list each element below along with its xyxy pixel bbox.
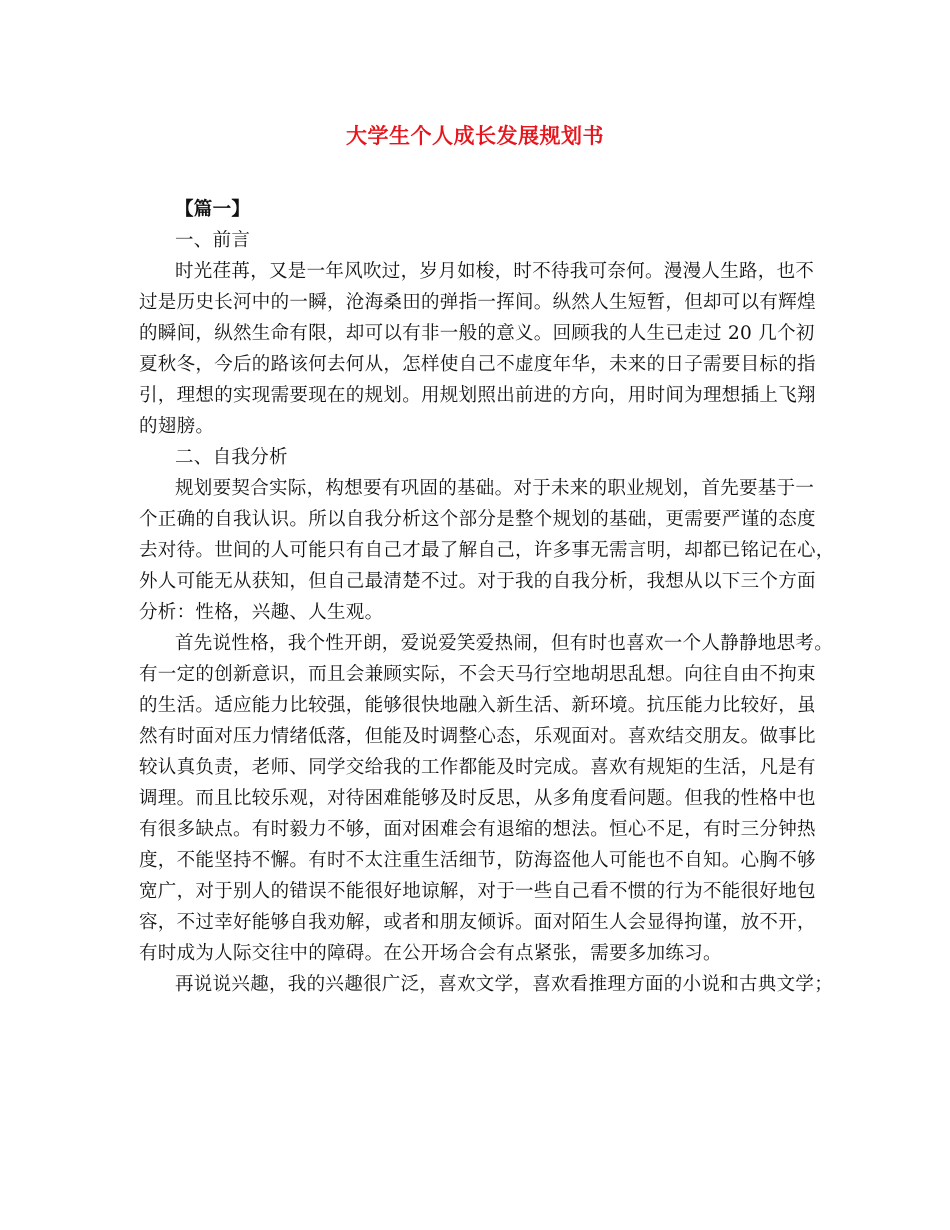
paragraph-line: 较认真负责，老师、同学交给我的工作都能及时完成。喜欢有规矩的生活，凡是有 [139,757,816,778]
paragraph-preface [139,256,829,442]
paragraph-line: 的瞬间，纵然生命有限，却可以有非一般的意义。回顾我的人生已走过 20 几个初 [139,323,815,344]
paragraph-self-analysis [139,473,835,628]
paragraph-line: 有一定的创新意识，而且会兼顾实际，不会天马行空地胡思乱想。向往自由不拘束 [139,664,816,685]
paragraph-line: 再说说兴趣，我的兴趣很广泛，喜欢文学，喜欢看推理方面的小说和古典文学； [175,974,834,995]
paragraph-line: 调理。而且比较乐观，对待困难能够及时反思，从多角度看问题。但我的性格中也 [139,788,816,809]
paragraph-line: 宽广，对于别人的错误不能很好地谅解，对于一些自己看不惯的行为不能很好地包 [139,881,816,902]
document-body [139,194,835,1000]
paragraph-line: 有很多缺点。有时毅力不够，面对困难会有退缩的想法。恒心不足，有时三分钟热 [139,819,816,840]
heading-preface: 一、前言 [175,230,251,251]
paragraph-line: 时光荏苒，又是一年风吹过，岁月如梭，时不待我可奈何。漫漫人生路，也不 [175,261,815,282]
paragraph-line: 容，不过幸好能够自我劝解，或者和朋友倾诉。面对陌生人会显得拘谨，放不开， [139,912,816,933]
paragraph-interests [139,969,834,1000]
paragraph-line: 分析：性格，兴趣、人生观。 [139,602,384,623]
paragraph-line: 的生活。适应能力比较强，能够很快地融入新生活、新环境。抗压能力比较好，虽 [139,695,816,716]
document-title: 大学生个人成长发展规划书 [346,123,604,148]
section-label: 【篇一】 [175,199,251,220]
paragraph-line: 外人可能无从获知，但自己最清楚不过。对于我的自我分析，我想从以下三个方面 [139,571,816,592]
paragraph-line: 然有时面对压力情绪低落，但能及时调整心态，乐观面对。喜欢结交朋友。做事比 [139,726,816,747]
paragraph-line: 过是历史长河中的一瞬，沧海桑田的弹指一挥间。纵然人生短暂，但却可以有辉煌 [139,292,816,313]
paragraph-line: 有时成为人际交往中的障碍。在公开场合会有点紧张，需要多加练习。 [139,943,722,964]
paragraph-line: 个正确的自我认识。所以自我分析这个部分是整个规划的基础，更需要严谨的态度 [139,509,816,530]
paragraph-line: 夏秋冬，今后的路该何去何从，怎样使自己不虚度年华，未来的日子需要目标的指 [139,354,816,375]
paragraph-personality [139,628,834,969]
heading-self-analysis: 二、自我分析 [175,447,288,468]
paragraph-line: 引，理想的实现需要现在的规划。用规划照出前进的方向，用时间为理想插上飞翔 [139,385,816,406]
paragraph-line: 度，不能坚持不懈。有时不太注重生活细节，防海盗他人可能也不自知。心胸不够 [139,850,816,871]
paragraph-line: 首先说性格，我个性开朗，爱说爱笑爱热闹，但有时也喜欢一个人静静地思考。 [175,633,834,654]
paragraph-line: 的翅膀。 [139,416,215,437]
paragraph-line: 去对待。世间的人可能只有自己才最了解自己，许多事无需言明，却都已铭记在心， [139,540,835,561]
paragraph-line: 规划要契合实际，构想要有巩固的基础。对于未来的职业规划，首先要基于一 [175,478,815,499]
